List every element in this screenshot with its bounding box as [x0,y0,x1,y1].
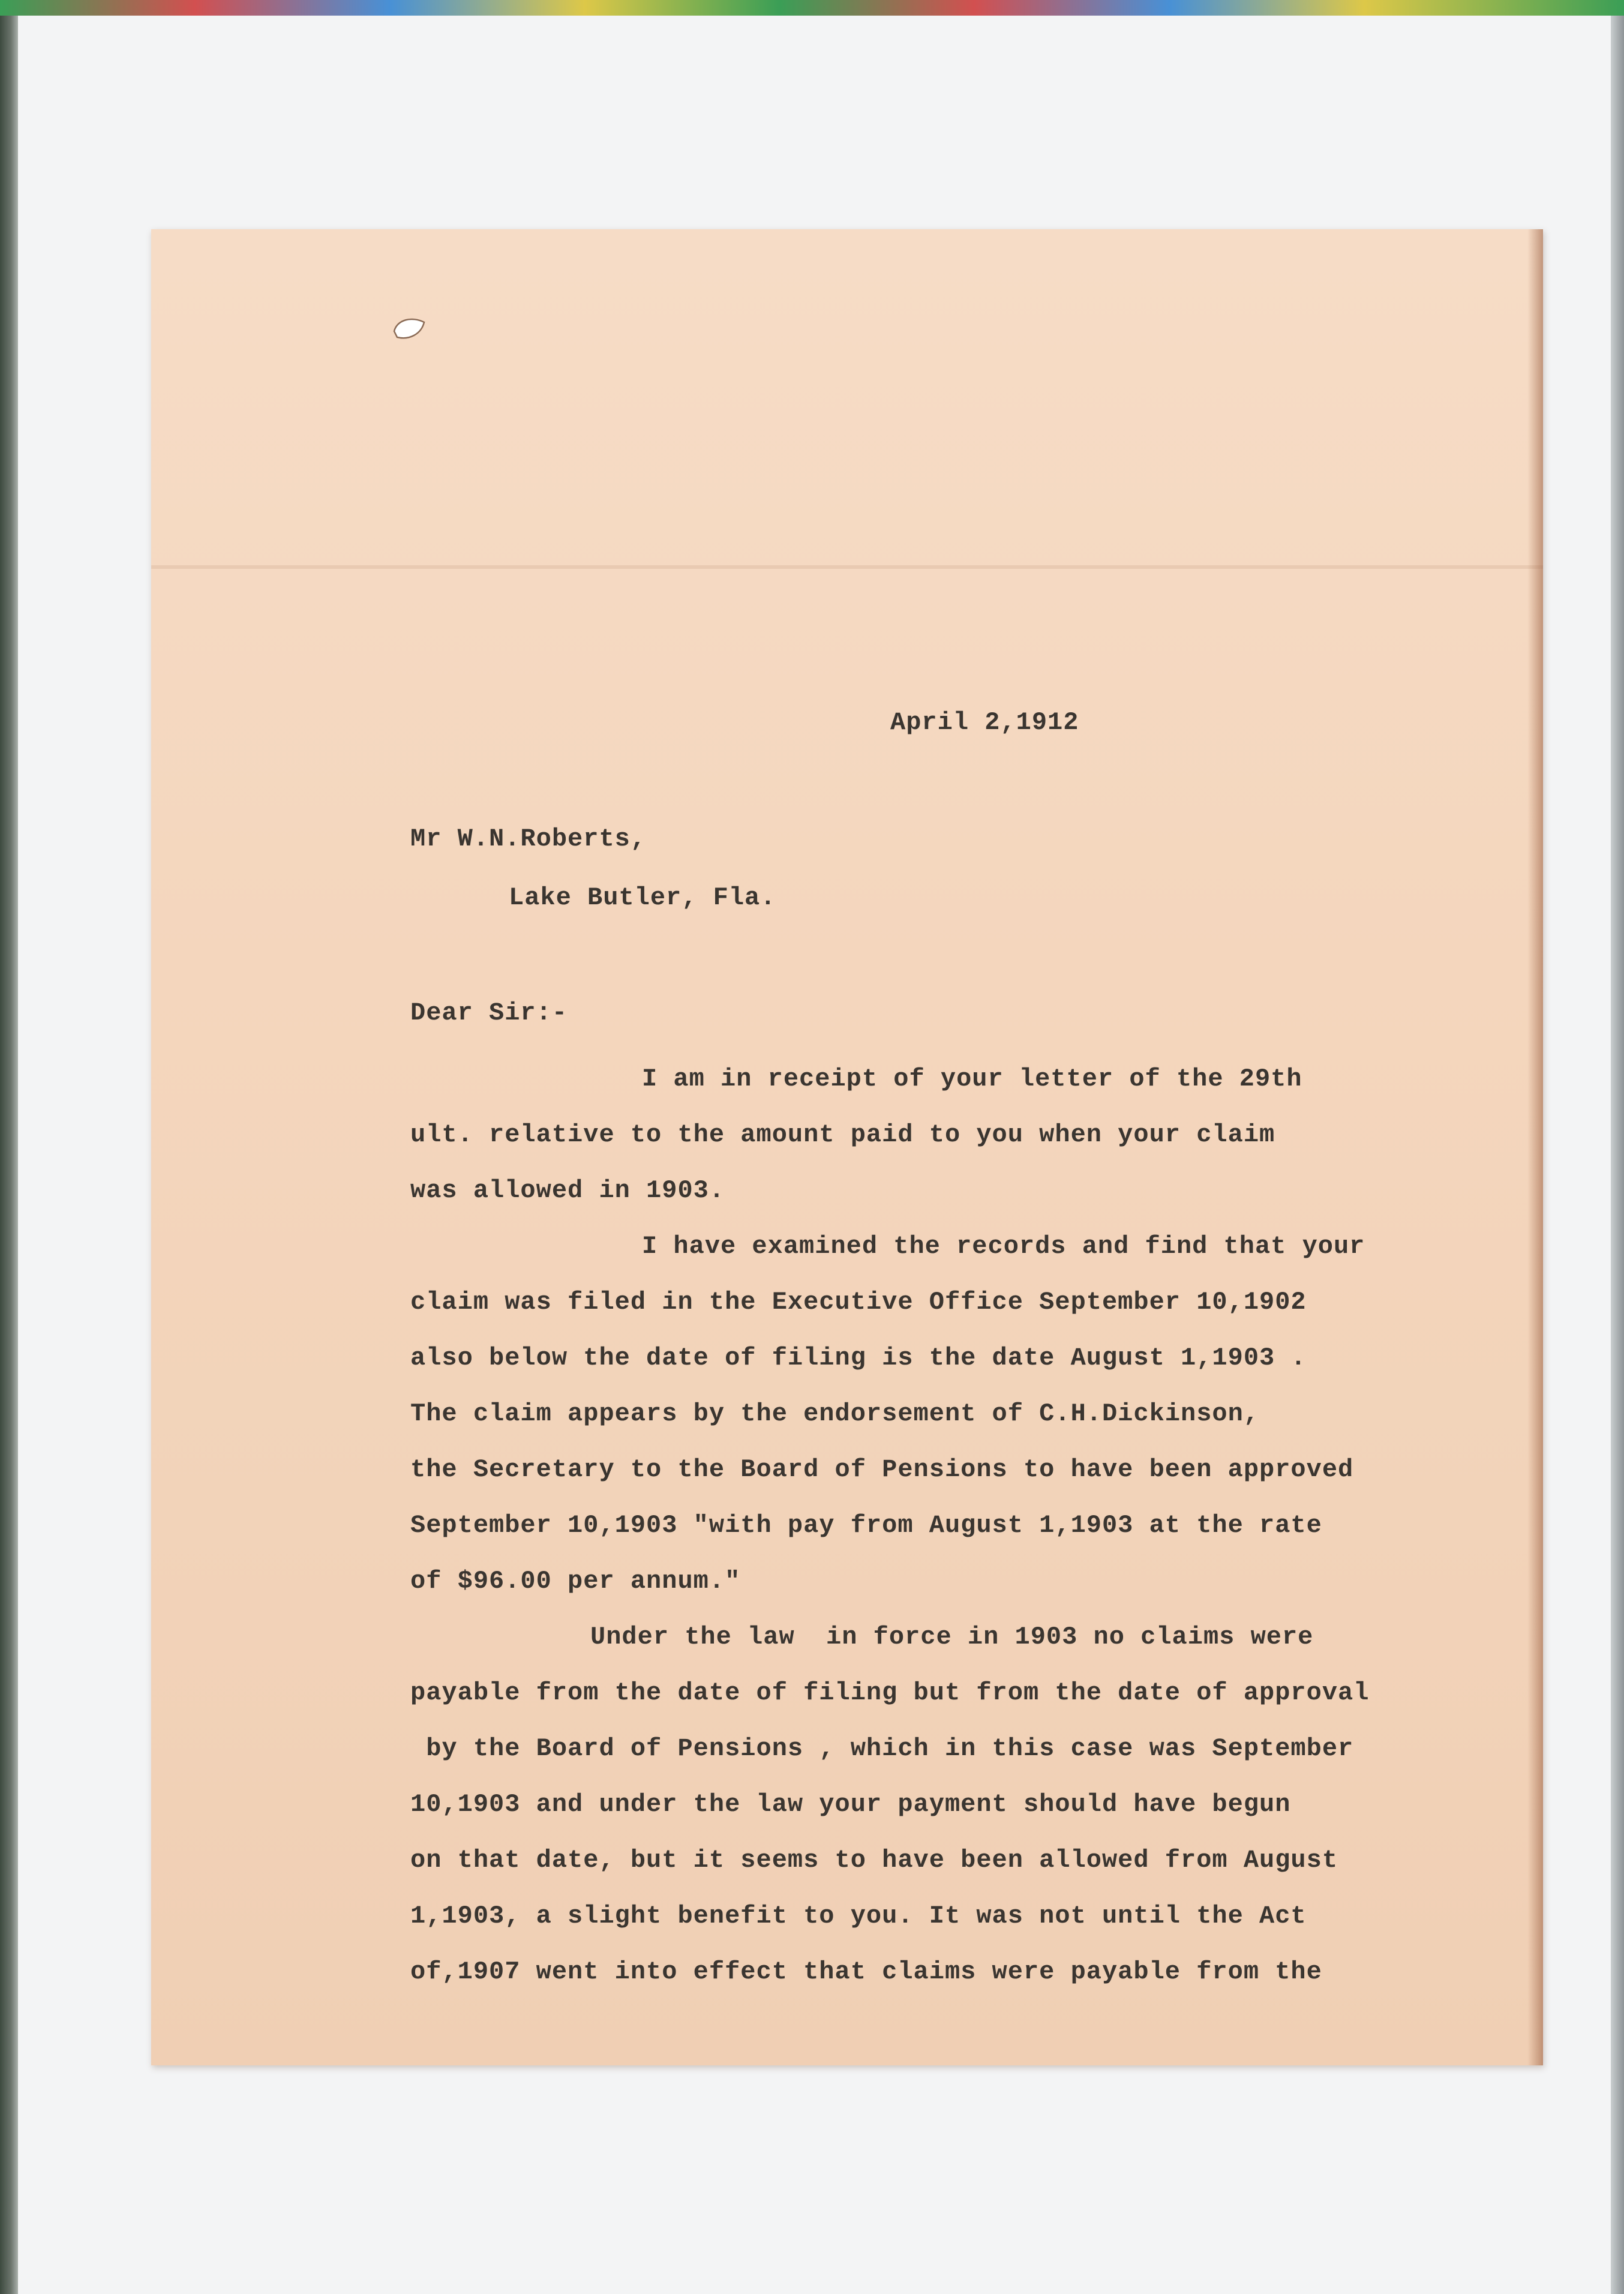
paragraph-line: of $96.00 per annum." [410,1567,741,1596]
paragraph-line: 10,1903 and under the law your payment should have begun [410,1790,1291,1819]
paragraph-line: the Secretary to the Board of Pensions to have been approved [410,1455,1354,1484]
paragraph-line: I have examined the records and find that your [642,1232,1365,1261]
scanner-edge-left [0,16,18,2294]
recipient-city: Lake Butler, Fla. [509,883,776,912]
paragraph-line: The claim appears by the endorsement of C.H.Dickinson, [410,1399,1260,1428]
paragraph-line: payable from the date of filing but from the date of approval [410,1678,1370,1707]
scanner-edge-right [1611,16,1624,2294]
paragraph-line: by the Board of Pensions , which in this case was September [410,1734,1354,1763]
salutation: Dear Sir:- [410,998,568,1027]
paragraph-line: was allowed in 1903. [410,1176,725,1205]
paragraph-line: I am in receipt of your letter of the 29th [642,1064,1302,1093]
letter-date: April 2,1912 [890,708,1079,737]
paragraph-line: claim was filed in the Executive Office September 10,1902 [410,1288,1307,1317]
paragraph-line: on that date, but it seems to have been allowed from August [410,1846,1338,1875]
letter-body [151,229,1543,2065]
paragraph-line: ult. relative to the amount paid to you when your claim [410,1120,1275,1149]
recipient-name: Mr W.N.Roberts, [410,824,647,853]
paragraph-line: Under the law in force in 1903 no claims were [590,1623,1314,1651]
paragraph-line: September 10,1903 "with pay from August 1,1903 at the rate [410,1511,1322,1540]
paragraph-line: of,1907 went into effect that claims were payable from the [410,1957,1322,1986]
paragraph-line: 1,1903, a slight benefit to you. It was not until the Act [410,1902,1307,1930]
letter-page [151,229,1543,2065]
letter-text [410,1051,1526,2000]
paragraph-line: also below the date of filing is the date August 1,1903 . [410,1344,1307,1372]
scanner-edge-top [0,0,1624,16]
